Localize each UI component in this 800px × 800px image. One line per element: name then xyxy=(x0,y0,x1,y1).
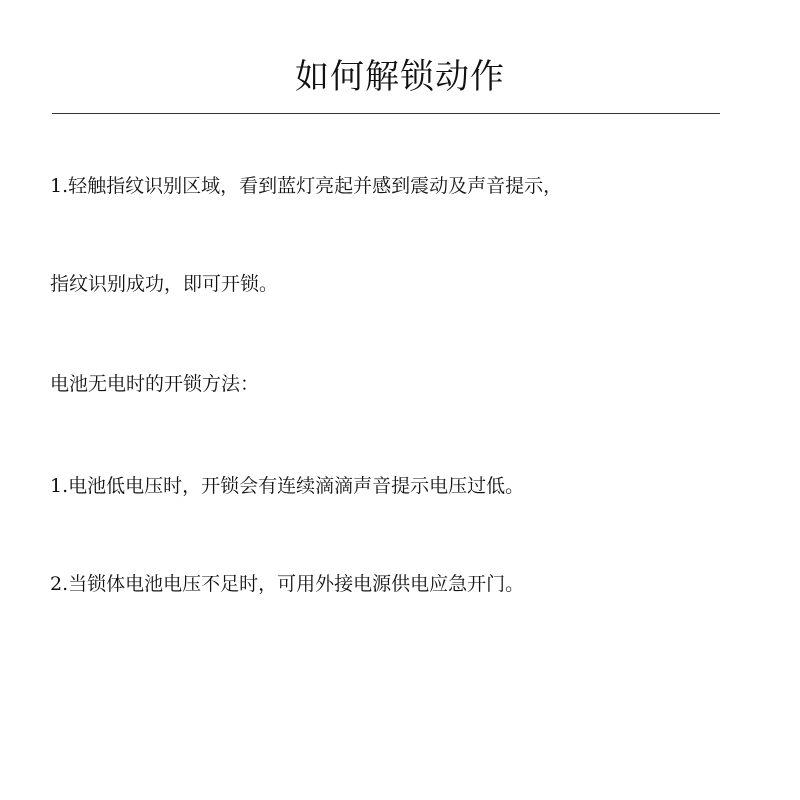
battery-item-2: 2.当锁体电池电压不足时，可用外接电源供电应急开门。 xyxy=(50,573,525,595)
instruction-line-2: 指纹识别成功，即可开锁。 xyxy=(50,273,279,295)
battery-item-1: 1.电池低电压时，开锁会有连续滴滴声音提示电压过低。 xyxy=(50,475,525,497)
page-title: 如何解锁动作 xyxy=(295,57,505,97)
title-divider xyxy=(52,113,720,114)
instruction-line-1: 1.轻触指纹识别区域，看到蓝灯亮起并感到震动及声音提示， xyxy=(50,175,563,197)
section-heading-battery: 电池无电时的开锁方法： xyxy=(50,373,260,395)
